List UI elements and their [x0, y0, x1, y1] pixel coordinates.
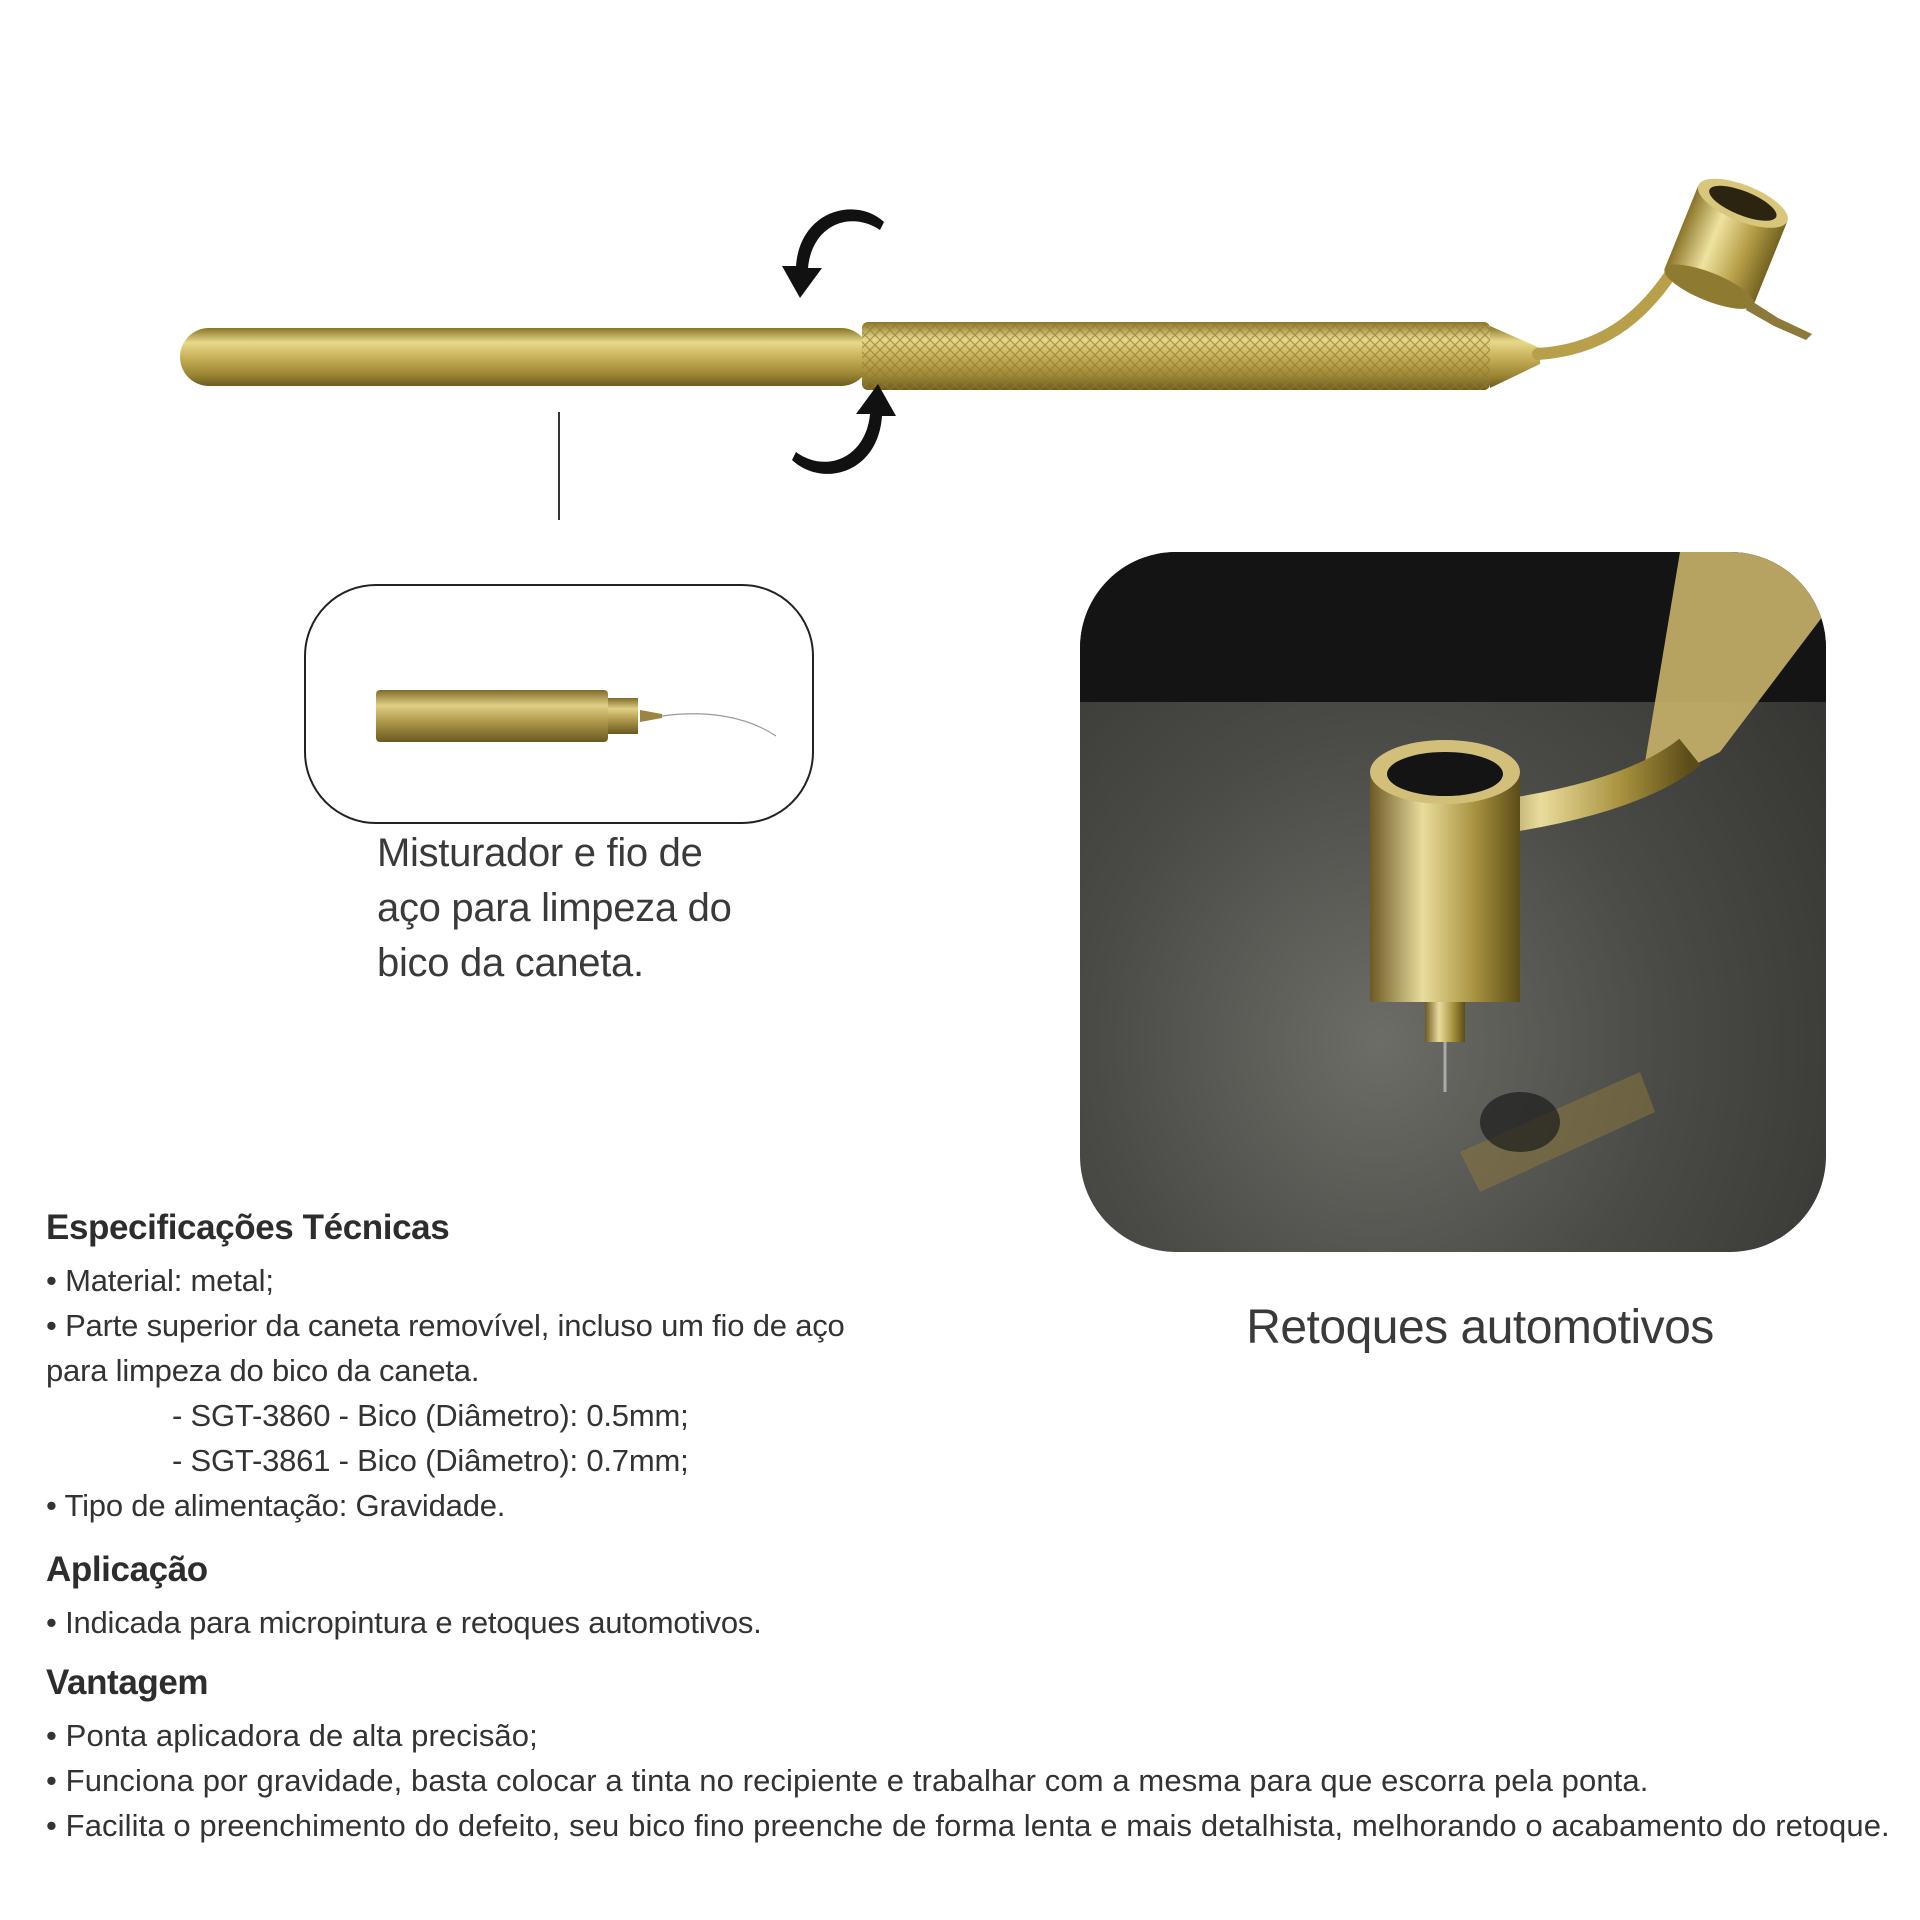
- specs-title: Especificações Técnicas: [46, 1208, 450, 1247]
- inset-caption: [377, 826, 797, 991]
- inset-caption-line: Misturador e fio de: [377, 831, 703, 875]
- paint-cup: [1659, 169, 1794, 318]
- mixer-wire-image: [306, 586, 812, 822]
- pen-nib: [1746, 300, 1812, 340]
- pen-barrel: [180, 328, 870, 386]
- spec-item: - SGT-3861 - Bico (Diâmetro): 0.7mm;: [172, 1443, 689, 1478]
- rotate-arrow-top-icon: [782, 209, 884, 298]
- spec-item: • Tipo de alimentação: Gravidade.: [46, 1488, 506, 1523]
- pen-cone: [1490, 326, 1540, 388]
- spec-item: • Material: metal;: [46, 1263, 274, 1298]
- inset-caption-line: aço para limpeza do: [377, 886, 732, 930]
- inset-caption-line: bico da caneta.: [377, 941, 644, 985]
- specs-section: [46, 1208, 1906, 1848]
- advantage-item: • Funciona por gravidade, basta colocar a tinta no recipiente e trabalhar com a mesma para que escorra pela ponta.: [46, 1763, 1649, 1798]
- spec-item: • Parte superior da caneta removível, incluso um fio de aço: [46, 1308, 845, 1343]
- spec-item: para limpeza do bico da caneta.: [46, 1353, 480, 1388]
- advantage-title: Vantagem: [46, 1663, 209, 1702]
- advantage-item: • Ponta aplicadora de alta precisão;: [46, 1718, 538, 1753]
- application-item: • Indicada para micropintura e retoques automotivos.: [46, 1605, 762, 1640]
- mixer-inset-box: [304, 584, 814, 824]
- spec-item: - SGT-3860 - Bico (Diâmetro): 0.5mm;: [172, 1398, 689, 1433]
- pen-neck: [1538, 272, 1672, 354]
- down-arrow-icon: [552, 412, 566, 520]
- application-title: Aplicação: [46, 1550, 208, 1589]
- pen-illustration: [0, 0, 1920, 520]
- advantage-item: • Facilita o preenchimento do defeito, seu bico fino preenche de forma lenta e mais detalhista, melhorando o acabamento do retoque.: [46, 1808, 1890, 1843]
- rotate-arrow-bottom-icon: [792, 384, 896, 474]
- photo-caption: Retoques automotivos: [1246, 1301, 1714, 1354]
- touchup-photo: [1080, 552, 1826, 1252]
